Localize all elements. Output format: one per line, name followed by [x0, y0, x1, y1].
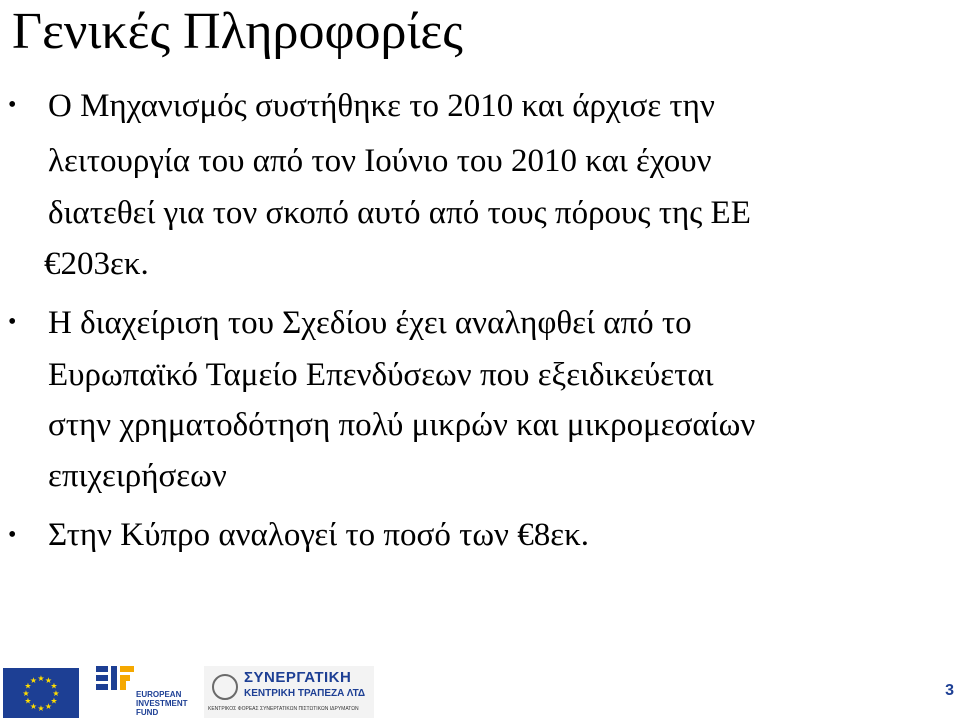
eif-line-1: EUROPEAN [136, 690, 182, 699]
eu-star-icon: ★ [37, 704, 45, 713]
bullet-marker: • [8, 522, 17, 548]
eu-star-icon: ★ [24, 696, 32, 706]
bullet-1-line-3: διατεθεί για τον σκοπό αυτό από τους πόρους της ΕΕ [48, 195, 751, 231]
eu-star-icon: ★ [52, 689, 60, 698]
eif-line-3: FUND [136, 708, 159, 717]
eu-star-icon: ★ [37, 674, 45, 683]
eu-star-icon: ★ [29, 701, 38, 711]
bullet-1-line-4: €203εκ. [44, 246, 149, 282]
bullet-2-line-1: Η διαχείριση του Σχεδίου έχει αναληφθεί από το [48, 305, 692, 341]
bullet-2-line-4: επιχειρήσεων [48, 458, 227, 494]
coop-name: ΣΥΝΕΡΓΑΤΙΚΗ [244, 669, 352, 686]
coop-small-text: ΚΕΝΤΡΙΚΟΣ ΦΟΡΕΑΣ ΣΥΝΕΡΓΑΤΙΚΩΝ ΠΙΣΤΩΤΙΚΩΝ ΙΔΡΥΜΑΤΩΝ [208, 706, 359, 712]
slide-title: Γενικές Πληροφορίες [12, 3, 463, 60]
eu-star-icon: ★ [44, 676, 53, 686]
eu-star-icon: ★ [29, 676, 38, 686]
footer [0, 662, 960, 719]
bullet-marker: • [8, 92, 17, 118]
bullet-1-line-1: Ο Μηχανισμός συστήθηκε το 2010 και άρχισε την [48, 88, 715, 124]
bullet-2-line-3: στην χρηματοδότηση πολύ μικρών και μικρομεσαίων [48, 407, 756, 443]
bullet-1-line-2: λειτουργία του από τον Ιούνιο του 2010 και έχουν [48, 143, 712, 179]
eu-star-icon: ★ [22, 689, 30, 698]
eu-star-icon: ★ [24, 681, 32, 691]
page-number: 3 [945, 682, 954, 699]
coop-bank-logo [204, 666, 374, 718]
eu-star-icon: ★ [50, 681, 58, 691]
eu-star-icon: ★ [44, 701, 53, 711]
coop-subtitle: ΚΕΝΤΡΙΚΗ ΤΡΑΠΕΖΑ ΛΤΔ [244, 688, 366, 699]
coop-emblem-icon [212, 674, 238, 700]
eif-mark-icon [96, 664, 140, 692]
bullet-2-line-2: Ευρωπαϊκό Ταμείο Επενδύσεων που εξειδικεύεται [48, 357, 714, 393]
eif-line-2: INVESTMENT [136, 699, 188, 708]
eif-logo [96, 664, 186, 719]
bullet-3-line-1: Στην Κύπρο αναλογεί το ποσό των €8εκ. [48, 517, 589, 553]
eif-text [136, 690, 188, 717]
bullet-marker: • [8, 309, 17, 335]
eu-flag-icon [3, 668, 79, 718]
eu-star-icon: ★ [50, 696, 58, 706]
